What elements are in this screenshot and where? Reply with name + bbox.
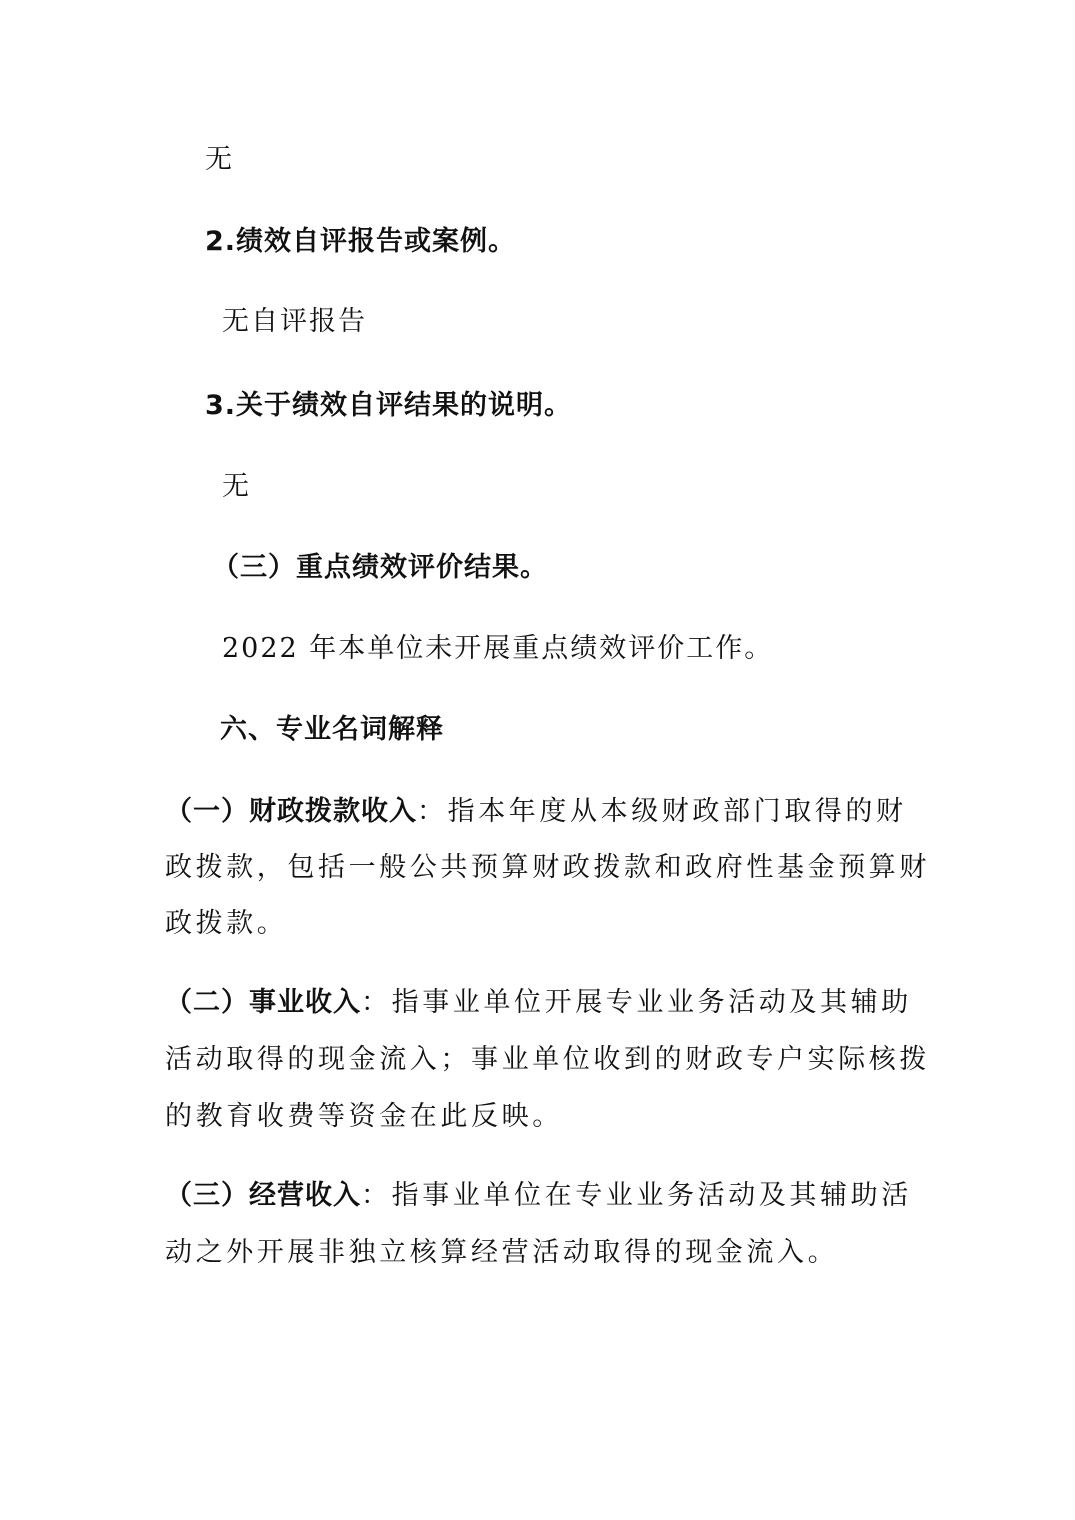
section-six-title: 六、专业名词解释 [220,714,444,745]
term-1-line-2: 政拨款，包括一般公共预算财政拨款和政府性基金预算财 [165,852,930,883]
term-1-line-3: 政拨款。 [165,908,288,939]
term-1-line-1 [165,794,907,830]
text-wu-1: 无 [205,144,234,175]
term-2-line-2: 活动取得的现金流入；事业单位收到的财政专户实际核拨 [165,1044,930,1075]
text-no-self-eval-report: 无自评报告 [222,306,367,337]
heading-key-performance-eval: （三）重点绩效评价结果。 [212,552,548,583]
term-3-line-2: 动之外开展非独立核算经营活动取得的现金流入。 [165,1237,839,1268]
text-key-eval-statement: 2022 年本单位未开展重点绩效评价工作。 [222,633,774,664]
term-2-text: ：指事业单位开展专业业务活动及其辅助 [361,987,912,1018]
term-3-line-1 [165,1178,912,1214]
term-2-label: （二）事业收入 [165,987,361,1018]
heading-self-eval-report: 2.绩效自评报告或案例。 [205,226,517,257]
term-1-text: ：指本年度从本级财政部门取得的财 [417,796,907,827]
term-3-text: ：指事业单位在专业业务活动及其辅助活 [361,1180,912,1211]
term-2-line-1 [165,985,912,1021]
heading-self-eval-result-note: 3.关于绩效自评结果的说明。 [205,390,573,421]
term-2-line-3: 的教育收费等资金在此反映。 [165,1101,563,1132]
term-1-label: （一）财政拨款收入 [165,796,417,827]
term-3-label: （三）经营收入 [165,1180,361,1211]
text-wu-2: 无 [222,471,251,502]
